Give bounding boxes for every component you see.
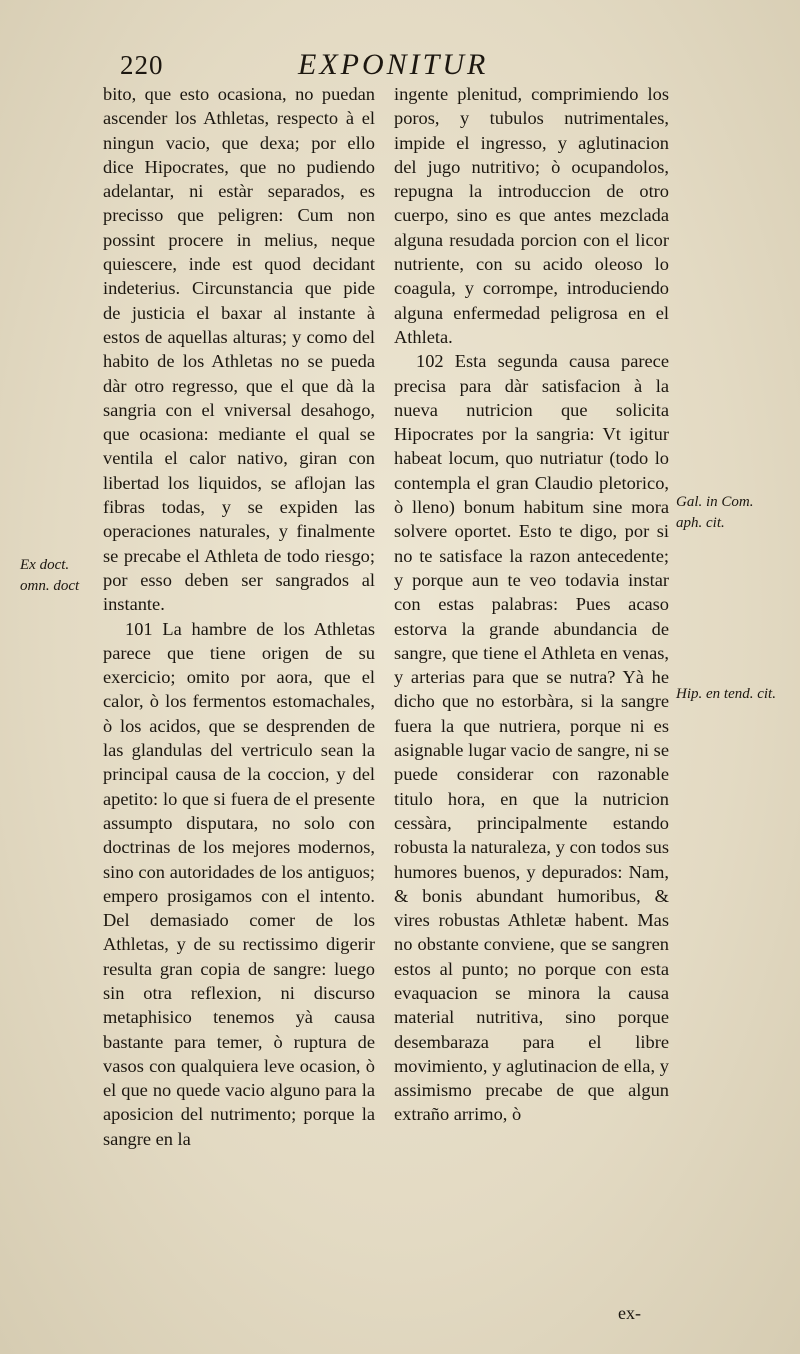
catchword: ex- [618,1303,641,1323]
margin-note-left: Ex doct. omn. doct [20,557,80,594]
margin-note-hippocrates: Hip. en tend. cit. [676,686,776,702]
page-number: 220 [120,50,164,80]
paragraph-102: 102 Esta segunda causa parece precisa para dàr satisfacion à la nueva nutricion que solicita Hipocrates por la sangria: Vt igitur habeat locum, quo nutriatur (todo lo contempla el gran Claudio pletorico, ò lleno) bonum habitum sine mora solvere oportet. Esto te digo, por si no te satisface la razon antecedente; y porque aun te veo todavia instar con estas palabras: Pues acaso estorva la grande abundancia de sangre, que tiene el Athleta en venas, y arterias para que se nutra? Yà he dicho que no estorbàra, si la sangre fuera la que nutriera, porque ni es asignable lugar vacio de sangre, ni se puede considerar con razonable titulo hora, en que la nutricion cessàra, principalmente estando robusta la naturaleza, y con todos sus humores buenos, y depurados: Nam, & bonis abundant humoribus, & vires robustas Athletæ habent. Mas no obstante conviene, que se sangren estos al punto; no porque con esta evaquacion se minora la causa material nutritiva, sino porque desembaraza para el libre movimiento, y aglutinacion de ella, y assimismo precabe de que algun extraño arrimo, ò [394,351,669,1125]
paragraph-continuation-right: ingente plenitud, comprimiendo los poros, y tubulos nutrimentales, impide el ingresso, y aglutinacion del jugo nutritivo; ò ocupandolos, repugna la introduccion de otro cuerpo, sino es que antes mezclada alguna resudada porcion con el licor nutriente, con su acido oleoso lo coagula, y corrompe, introduciendo alguna enfermedad peligrosa en el Athleta. [394,84,669,347]
running-title: EXPONITUR [298,48,489,81]
paragraph-continuation: bito, que esto ocasiona, no puedan ascender los Athletas, respecto à el ningun vacio, que dexa; por ello dice Hipocrates, que no pudiendo adelantar, ni estàr separados, es precisso que peligren: Cum non possint procere in melius, neque quiescere, inde est quod decidant indeterius. Circunstancia que pide de justicia el baxar al instante à estos de aquellas alturas; y como del habito de los Athletas no se pueda dàr otro regresso, que el que dà la sangria con el vniversal desahogo, que ocasiona: mediante el qual se ventila el calor nativo, giran con libertad los liquidos, se aflojan las fibras todas, y se expiden las operaciones naturales, y finalmente se precabe el Athleta de todo riesgo; por esso deben ser sangrados al instante. [103,84,375,615]
running-head [112,46,672,82]
margin-note-galen: Gal. in Com. aph. cit. [676,494,754,531]
right-column [394,82,669,1127]
paragraph-101: 101 La hambre de los Athletas parece que tiene origen de su exercicio; omito por aora, que el calor, ò los fermentos estomachales, ò los acidos, que se desprenden de las glandulas del vertriculo sean la principal causa de la coccion, y del apetito: lo que si fuera de el presente assumpto disputara, no solo con doctrinas de los mejores modernos, sino con autoridades de los antiguos; empero prosigamos con el intento. Del demasiado comer de los Athletas, y de su rectissimo digerir resulta gran copia de sangre: luego sin otra reflexion, ni discurso metaphisico tenemos yà causa bastante para temer, ò ruptura de vasos con qualquiera leve ocasion, ò el que no quede vacio alguno para la aposicion del nutrimento; porque la sangre en la [103,618,375,1149]
left-column [103,82,375,1151]
